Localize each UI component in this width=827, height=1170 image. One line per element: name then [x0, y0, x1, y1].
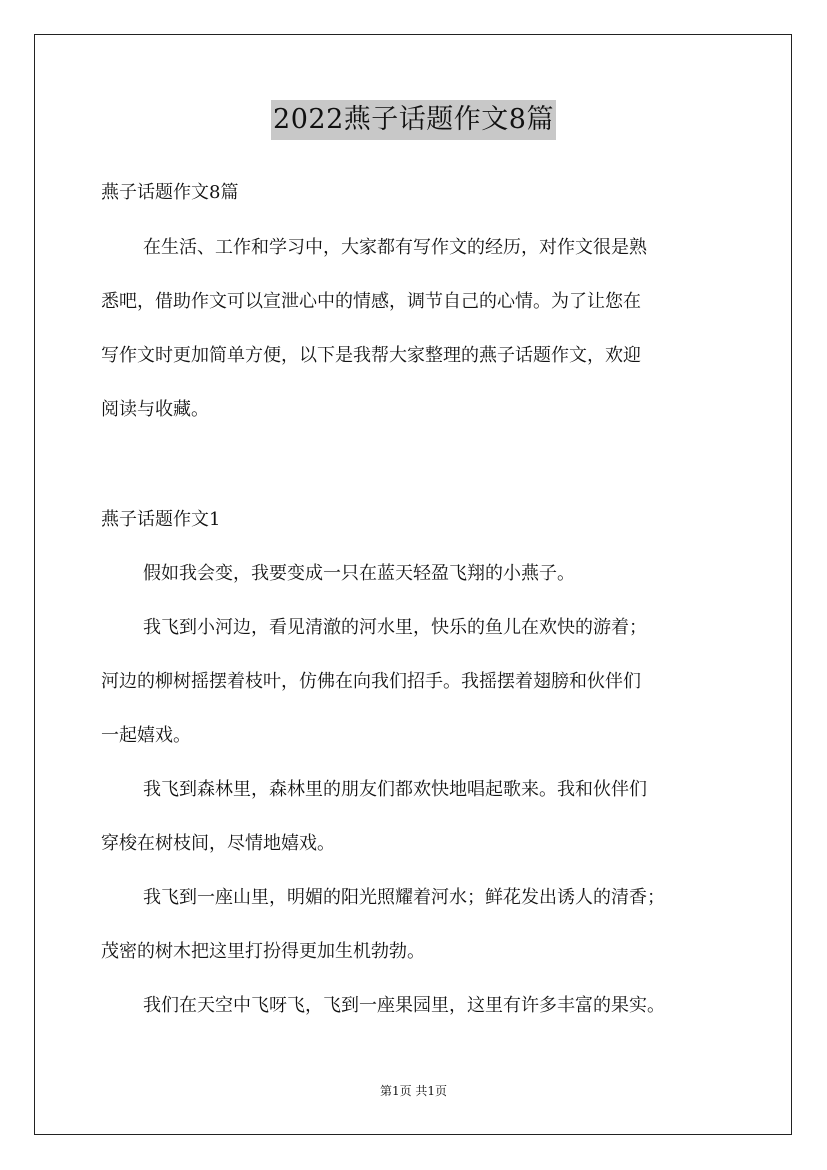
intro-line-4: 阅读与收藏。	[101, 399, 209, 420]
body-line-4: 一起嬉戏。	[101, 725, 191, 746]
intro-line-2: 悉吧，借助作文可以宣泄心中的情感，调节自己的心情。为了让您在	[101, 291, 641, 312]
body-line-3: 河边的柳树摇摆着枝叶，仿佛在向我们招手。我摇摆着翅膀和伙伴们	[101, 671, 641, 692]
section-heading: 燕子话题作文1	[101, 509, 221, 530]
intro-line-3: 写作文时更加简单方便，以下是我帮大家整理的燕子话题作文，欢迎	[101, 345, 641, 366]
body-line-1: 假如我会变，我要变成一只在蓝天轻盈飞翔的小燕子。	[143, 563, 575, 584]
body-line-9: 我们在天空中飞呀飞，飞到一座果园里，这里有许多丰富的果实。	[143, 995, 665, 1016]
title-container	[0, 100, 827, 140]
intro-line-1: 在生活、工作和学习中，大家都有写作文的经历，对作文很是熟	[143, 237, 647, 258]
body-line-6: 穿梭在树枝间，尽情地嬉戏。	[101, 833, 335, 854]
body-line-8: 茂密的树木把这里打扮得更加生机勃勃。	[101, 941, 425, 962]
body-line-7: 我飞到一座山里，明媚的阳光照耀着河水；鲜花发出诱人的清香；	[143, 887, 665, 908]
page-footer: 第1页 共1页	[379, 1084, 448, 1098]
document-title: 2022燕子话题作文8篇	[271, 100, 556, 140]
body-line-5: 我飞到森林里，森林里的朋友们都欢快地唱起歌来。我和伙伴们	[143, 779, 647, 800]
body-line-2: 我飞到小河边，看见清澈的河水里，快乐的鱼儿在欢快的游着；	[143, 617, 647, 638]
subtitle-line: 燕子话题作文8篇	[101, 182, 239, 203]
